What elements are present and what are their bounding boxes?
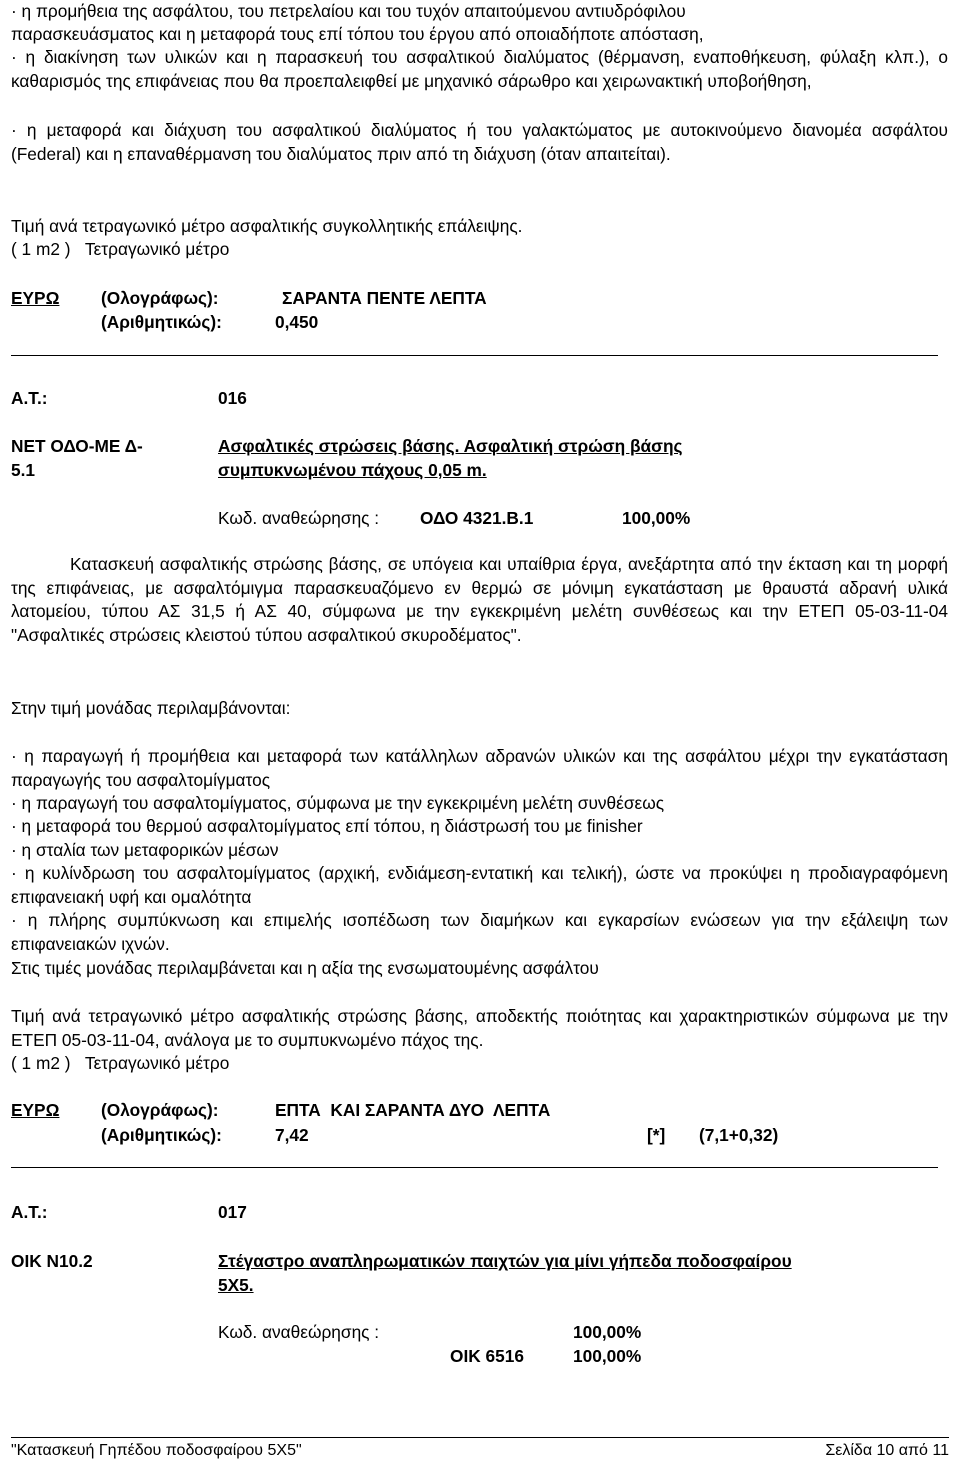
amount-numeric-label: (Αριθμητικώς): [101, 312, 222, 332]
unit-description: ( 1 m2 ) Τετραγωνικό μέτρο [11, 239, 230, 259]
item-number-label: Α.Τ.: [11, 1202, 48, 1222]
page-footer [11, 1441, 949, 1461]
section-divider [11, 355, 938, 356]
footer-divider [11, 1437, 949, 1438]
item-code-line-1: ΝΕΤ ΟΔΟ-ΜΕ Δ- [11, 436, 143, 456]
amount-numeric-value: 0,450 [275, 312, 319, 332]
currency-label: ΕΥΡΩ [11, 288, 60, 308]
price-description: Τιμή ανά τετραγωνικό μέτρο ασφαλτικής συγκολλητικής επάλειψης. [11, 216, 523, 236]
included-bullet-transport: · η μεταφορά του θερμού ασφαλτομίγματος επί τόπου, η διάστρωσή του με finisher [11, 816, 643, 836]
revision-code-2: ΟΙΚ 6516 [450, 1346, 524, 1366]
item-code: ΟΙΚ Ν10.2 [11, 1251, 93, 1271]
price-breakdown: (7,1+0,32) [699, 1125, 779, 1145]
bullet-asphalt-supply-line-2: παρασκευάσματος και η μεταφορά τους επί τόπου του έργου από οποιαδήποτε απόσταση, [11, 24, 704, 44]
item-title-line-1: Στέγαστρο αναπληρωματικών παιχτών για μίνι γήπεδα ποδοσφαίρου [218, 1251, 792, 1271]
amount-words-value: ΕΠΤΑ ΚΑΙ ΣΑΡΑΝΤΑ ΔΥΟ ΛΕΠΤΑ [275, 1100, 551, 1120]
included-heading: Στην τιμή μονάδας περιλαμβάνονται: [11, 698, 291, 718]
item-title-line-1: Ασφαλτικές στρώσεις βάσης. Ασφαλτική στρώση βάσης [218, 436, 683, 456]
price-marker: [*] [647, 1125, 666, 1145]
unit-description: ( 1 m2 ) Τετραγωνικό μέτρο [11, 1053, 230, 1073]
bullet-asphalt-supply-line-1: · η προμήθεια της ασφάλτου, του πετρελαίου και του τυχόν απαιτούμενου αντιυδρόφιλου [11, 1, 686, 21]
included-bullet-production: · η παραγωγή του ασφαλτομίγματος, σύμφωνα με την εγκεκριμένη μελέτη συνθέσεως [11, 793, 665, 813]
amount-numeric-label: (Αριθμητικώς): [101, 1125, 222, 1145]
item-code-line-2: 5.1 [11, 460, 36, 480]
revision-percent: 100,00% [622, 508, 691, 528]
price-description: Τιμή ανά τετραγωνικό μέτρο ασφαλτικής στρώσης βάσης, αποδεκτής ποιότητας και χαρακτηριστικών σύμφωνα με την ΕΤΕΠ 05-03-11-04, ανάλογα με το συμπυκνωμένο πάχος της. [11, 1006, 948, 1050]
revision-label: Κωδ. αναθεώρησης : [218, 508, 380, 528]
asphalt-value-note: Στις τιμές μονάδας περιλαμβάνεται και η αξία της ενσωματουμένης ασφάλτου [11, 958, 599, 978]
included-bullet-aggregates: · η παραγωγή ή προμήθεια και μεταφορά των κατάλληλων αδρανών υλικών και της ασφάλτου μέχρι την εγκατάσταση παραγωγής του ασφαλτομίγματος [11, 746, 948, 790]
item-number-label: Α.Τ.: [11, 388, 48, 408]
included-bullet-compaction: · η πλήρης συμπύκνωση και επιμελής ισοπέδωση των διαμήκων και εγκαρσίων ενώσεων για την εξάλειψη των επιφανειακών ιχνών. [11, 910, 948, 954]
section-divider [11, 1167, 938, 1168]
bullet-handling-cleaning: · η διακίνηση των υλικών και η παρασκευή του ασφαλτικού διαλύματος (θέρμανση, εναποθήκευση, φύλαξη κλπ.), ο καθαρισμός της επιφάνειας που θα προεπαλειφθεί με μηχανικό σάρωθρο και χειρωνακτική υποβοήθηση, [11, 47, 948, 91]
item-number-value: 016 [218, 388, 247, 408]
item-title-line-2: 5Χ5. [218, 1275, 254, 1295]
bullet-spraying: · η μεταφορά και διάχυση του ασφαλτικού διαλύματος ή του γαλακτώματος με αυτοκινούμενο διανομέα ασφάλτου (Federal) και η επαναθέρμανση του διαλύματος πριν από τη διάχυση (όταν απαιτείται). [11, 120, 948, 164]
revision-percent-2: 100,00% [573, 1346, 642, 1366]
revision-code: ΟΔΟ 4321.Β.1 [420, 508, 534, 528]
footer-project-title: "Κατασκευή Γηπέδου ποδοσφαίρου 5Χ5" [11, 1442, 302, 1459]
included-bullet-standby: · η σταλία των μεταφορικών μέσων [11, 840, 279, 860]
item-title-line-2: συμπυκνωμένου πάχους 0,05 m. [218, 460, 487, 480]
amount-words-label: (Ολογράφως): [101, 288, 219, 308]
revision-percent-1: 100,00% [573, 1322, 642, 1342]
amount-words-value: ΣΑΡΑΝΤΑ ΠΕΝΤΕ ΛΕΠΤΑ [282, 288, 487, 308]
currency-label: ΕΥΡΩ [11, 1100, 60, 1120]
revision-label: Κωδ. αναθεώρησης : [218, 1322, 380, 1342]
amount-numeric-value: 7,42 [275, 1125, 309, 1145]
included-bullet-rolling: · η κυλίνδρωση του ασφαλτομίγματος (αρχική, ενδιάμεση-εντατική και τελική), ώστε να προκύψει η προδιαγραφόμενη επιφανειακή υφή και ομαλότητα [11, 863, 948, 907]
amount-words-label: (Ολογράφως): [101, 1100, 219, 1120]
footer-page-number: Σελίδα 10 από 11 [825, 1442, 949, 1459]
item-description: Κατασκευή ασφαλτικής στρώσης βάσης, σε υπόγεια και υπαίθρια έργα, ανεξάρτητα από την έκταση και τη μορφή της επιφάνειας, με ασφαλτόμιγμα παρασκευαζόμενο εν θερμώ σε μόνιμη εγκατάσταση με θραυστά αδρανή υλικά λατομείου, τύπου ΑΣ 31,5 ή ΑΣ 40, σύμφωνα με την εγκεκριμένη μελέτη συνθέσεως και την ΕΤΕΠ 05-03-11-04 "Ασφαλτικές στρώσεις κλειστού τύπου ασφαλτικού σκυροδέματος". [11, 554, 948, 645]
item-number-value: 017 [218, 1202, 247, 1222]
